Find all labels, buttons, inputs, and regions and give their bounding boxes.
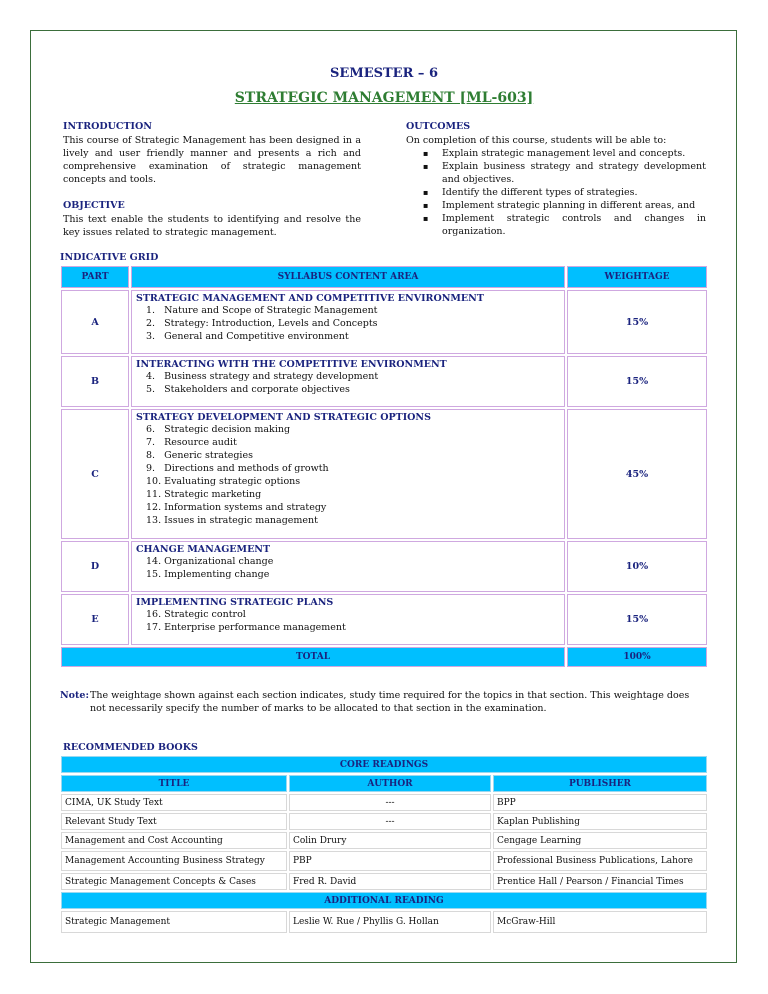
book-title: Strategic Management Concepts & Cases [61,873,287,890]
outcome-item: ▪ Explain business strategy and strategy development and objectives. [406,160,706,186]
recommended-books-heading: RECOMMENDED BOOKS [63,742,198,753]
col-publisher: PUBLISHER [493,775,707,792]
total-label: TOTAL [61,647,565,667]
recommended-books-table [59,754,709,935]
book-author: --- [289,794,491,811]
objective-heading: OBJECTIVE [63,200,125,211]
content-cell [131,409,565,539]
outcomes-heading: OUTCOMES [406,121,471,132]
col-content: SYLLABUS CONTENT AREA [131,266,565,288]
section-title: STRATEGIC MANAGEMENT AND COMPETITIVE ENVIRONMENT [136,293,484,304]
book-author: Fred R. David [289,873,491,890]
section-title: IMPLEMENTING STRATEGIC PLANS [136,597,334,608]
section-title: CHANGE MANAGEMENT [136,544,271,555]
book-title: Relevant Study Text [61,813,287,830]
introduction-text: This course of Strategic Management has been designed in a lively and user friendly manner and presents a rich and comprehensive examination of strategic management concepts and tools. [63,135,361,185]
col-author: AUTHOR [289,775,491,792]
course-title: STRATEGIC MANAGEMENT [ML-603] [234,90,534,106]
topic: 15. Implementing change [146,569,270,580]
col-weightage: WEIGHTAGE [567,266,707,288]
book-author: --- [289,813,491,830]
topic: 14. Organizational change [146,556,274,567]
book-title: Management and Cost Accounting [61,832,287,849]
indicative-grid-table [59,264,709,669]
topic: 9. Directions and methods of growth [146,463,329,474]
book-publisher: McGraw-Hill [493,911,707,933]
outcome-item: ▪ Implement strategic planning in different areas, and [406,199,706,212]
table-row [61,832,707,849]
topic: 4. Business strategy and strategy development [146,371,379,382]
topic: 2. Strategy: Introduction, Levels and Concepts [146,318,378,329]
introduction-heading: INTRODUCTION [63,121,152,132]
table-row [61,794,707,811]
objective-text: This text enable the students to identifying and resolve the key issues related to strategic management. [63,214,361,238]
book-publisher: Kaplan Publishing [493,813,707,830]
table-row [61,851,707,871]
table-row [61,911,707,933]
part-label: A [61,290,129,354]
note-label: Note: [60,690,89,701]
topic: 11. Strategic marketing [146,489,262,500]
additional-reading-heading: ADDITIONAL READING [61,892,707,909]
topic: 7. Resource audit [146,437,237,448]
topic: 10. Evaluating strategic options [146,476,301,487]
part-label: B [61,356,129,407]
note-text: The weightage shown against each section indicates, study time required for the topics in that section. This weightage does not necessarily specify the number of marks to be allocated to that section in the examination. [90,690,690,714]
section-title: INTERACTING WITH THE COMPETITIVE ENVIRONMENT [136,359,447,370]
weightage-value: 15% [567,290,707,354]
topic: 3. General and Competitive environment [146,331,349,342]
book-publisher: Prentice Hall / Pearson / Financial Times [493,873,707,890]
topic: 8. Generic strategies [146,450,253,461]
content-cell [131,541,565,592]
book-title: Management Accounting Business Strategy [61,851,287,871]
content-cell [131,356,565,407]
book-author: Colin Drury [289,832,491,849]
book-publisher: Professional Business Publications, Lahore [493,851,707,871]
topic: 17. Enterprise performance management [146,622,346,633]
topic: 1. Nature and Scope of Strategic Management [146,305,378,316]
content-cell [131,594,565,645]
weightage-value: 45% [567,409,707,539]
col-title: TITLE [61,775,287,792]
table-row [61,873,707,890]
outcome-item: ▪ Explain strategic management level and concepts. [406,147,706,160]
book-title: Strategic Management [61,911,287,933]
part-label: C [61,409,129,539]
part-label: E [61,594,129,645]
outcomes-lead: On completion of this course, students will be able to: [406,135,667,146]
topic: 16. Strategic control [146,609,246,620]
book-publisher: BPP [493,794,707,811]
core-readings-heading: CORE READINGS [61,756,707,773]
part-label: D [61,541,129,592]
col-part: PART [61,266,129,288]
book-title: CIMA, UK Study Text [61,794,287,811]
outcomes-list [406,147,706,238]
total-value: 100% [567,647,707,667]
topic: 13. Issues in strategic management [146,515,318,526]
book-author: PBP [289,851,491,871]
book-author: Leslie W. Rue / Phyllis G. Hollan [289,911,491,933]
topic: 6. Strategic decision making [146,424,291,435]
weightage-value: 10% [567,541,707,592]
topic: 12. Information systems and strategy [146,502,327,513]
section-title: STRATEGY DEVELOPMENT AND STRATEGIC OPTIONS [136,412,431,423]
semester-heading: SEMESTER – 6 [330,66,438,81]
weightage-value: 15% [567,356,707,407]
table-row [61,813,707,830]
weightage-note [60,689,710,715]
indicative-grid-heading: INDICATIVE GRID [60,252,159,263]
book-publisher: Cengage Learning [493,832,707,849]
topic: 5. Stakeholders and corporate objectives [146,384,350,395]
outcome-item: ▪ Identify the different types of strategies. [406,186,706,199]
content-cell [131,290,565,354]
weightage-value: 15% [567,594,707,645]
outcome-item: ▪ Implement strategic controls and changes in organization. [406,212,706,238]
